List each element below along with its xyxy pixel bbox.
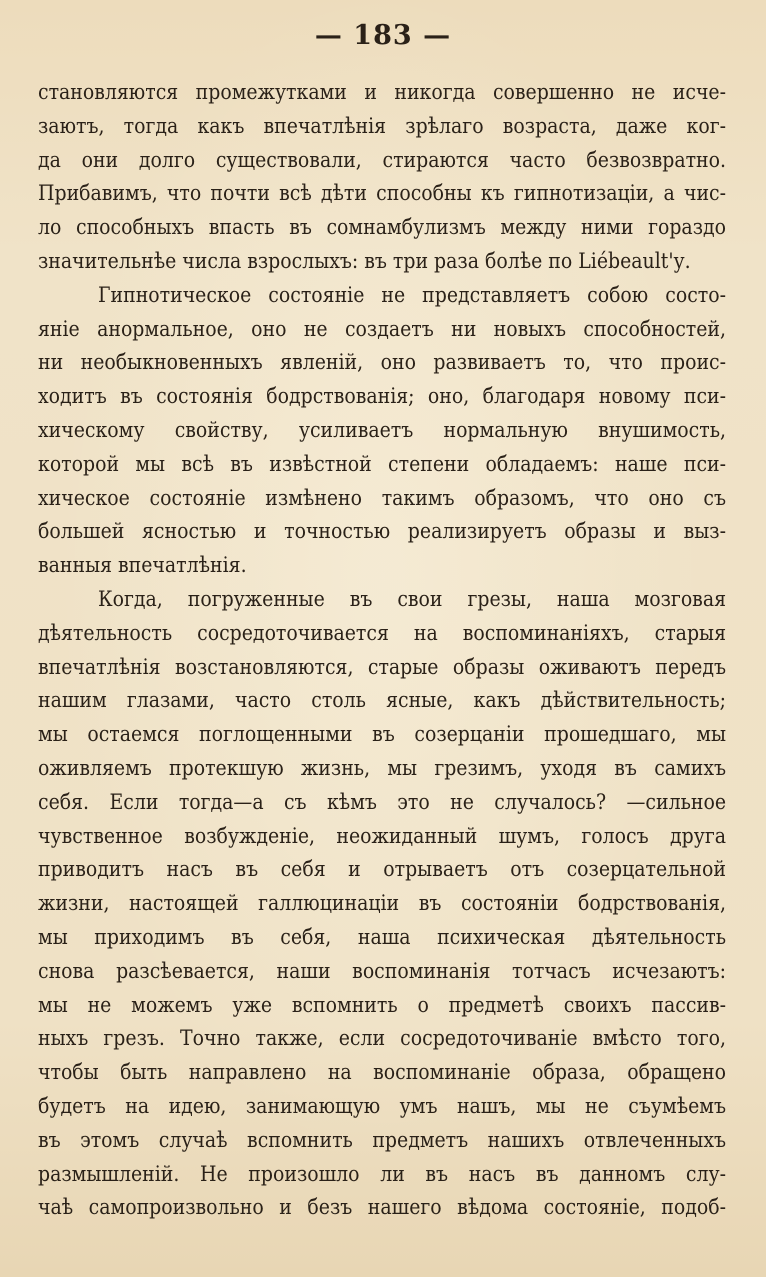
text-line: хическому свойству, усиливаетъ нормальную внушимость, <box>38 417 726 442</box>
text-line: ло способныхъ впасть въ сомнамбулизмъ между ними гораздо <box>38 215 726 240</box>
text-line: да они долго существовали, стираются часто безвозвратно. <box>38 147 726 172</box>
text-line: размышленій. Не произошло ли въ насъ въ данномъ слу- <box>38 1161 726 1186</box>
text-line: жизни, настоящей галлюцинаціи въ состояніи бодрствованія, <box>38 891 726 916</box>
text-line: мы приходимъ въ себя, наша психическая дѣятельность <box>38 924 726 949</box>
text-line: ходитъ въ состоянія бодрствованія; оно, благодаря новому пси- <box>38 384 726 409</box>
text-line: нашим глазами, часто столь ясные, какъ дѣйствительность; <box>38 688 726 713</box>
text-line: приводитъ насъ въ себя и отрываетъ отъ созерцательной <box>38 857 726 882</box>
text-line: себя. Если тогда—а съ кѣмъ это не случалось? —сильное <box>38 789 726 814</box>
text-line: въ этомъ случаѣ вспомнить предметъ нашихъ отвлеченныхъ <box>38 1127 726 1152</box>
text-line: большей ясностью и точностью реализируетъ образы и выз- <box>38 519 726 544</box>
text-line: которой мы всѣ въ извѣстной степени обладаемъ: наше пси- <box>38 451 726 476</box>
text-line: Гипнотическое состояніе не представляетъ собою состо- <box>98 282 726 307</box>
page-number: — 183 — <box>314 20 452 51</box>
text-line: ванныя впечатлѣнія. <box>38 553 247 578</box>
text-line: ни необыкновенныхъ явленій, оно развиваетъ то, что проис- <box>38 350 726 375</box>
text-line: дѣятельность сосредоточивается на воспоминаніяхъ, старыя <box>38 620 726 645</box>
text-line: мы остаемся поглощенными въ созерцаніи прошедшаго, мы <box>38 722 726 747</box>
page-body <box>38 76 726 1225</box>
text-line: заютъ, тогда какъ впечатлѣнія зрѣлаго возраста, даже ког- <box>38 113 726 138</box>
text-line: чувственное возбужденіе, неожиданный шумъ, голосъ друга <box>38 823 726 848</box>
text-line: снова разсѣевается, наши воспоминанія тотчасъ исчезаютъ: <box>38 958 726 983</box>
text-line: будетъ на идею, занимающую умъ нашъ, мы не съумѣемъ <box>38 1093 726 1118</box>
text-line: оживляемъ протекшую жизнь, мы грезимъ, уходя въ самихъ <box>38 755 726 780</box>
text-line: Когда, погруженные въ свои грезы, наша мозговая <box>98 586 726 611</box>
text-line: хическое состояніе измѣнено такимъ образомъ, что оно съ <box>38 485 726 510</box>
text-line: чаѣ самопроизвольно и безъ нашего вѣдома состояніе, подоб- <box>38 1195 726 1220</box>
text-line: становляются промежутками и никогда совершенно не исче- <box>38 80 726 104</box>
text-line: чтобы быть направлено на воспоминаніе образа, обращено <box>38 1060 726 1085</box>
text-line: ныхъ грезъ. Точно также, если сосредоточиваніе вмѣсто того, <box>38 1026 726 1051</box>
text-line: впечатлѣнія возстановляются, старые образы оживаютъ передъ <box>38 654 726 679</box>
text-line: Прибавимъ, что почти всѣ дѣти способны къ гипнотизаціи, а чис- <box>38 181 726 206</box>
text-line: яніе анормальное, оно не создаетъ ни новыхъ способностей, <box>38 316 726 341</box>
text-line: мы не можемъ уже вспомнить о предметѣ своихъ пассив- <box>38 992 726 1017</box>
text-line: значительнѣе числа взрослыхъ: въ три раза болѣе по Liébeault'у. <box>38 248 691 273</box>
